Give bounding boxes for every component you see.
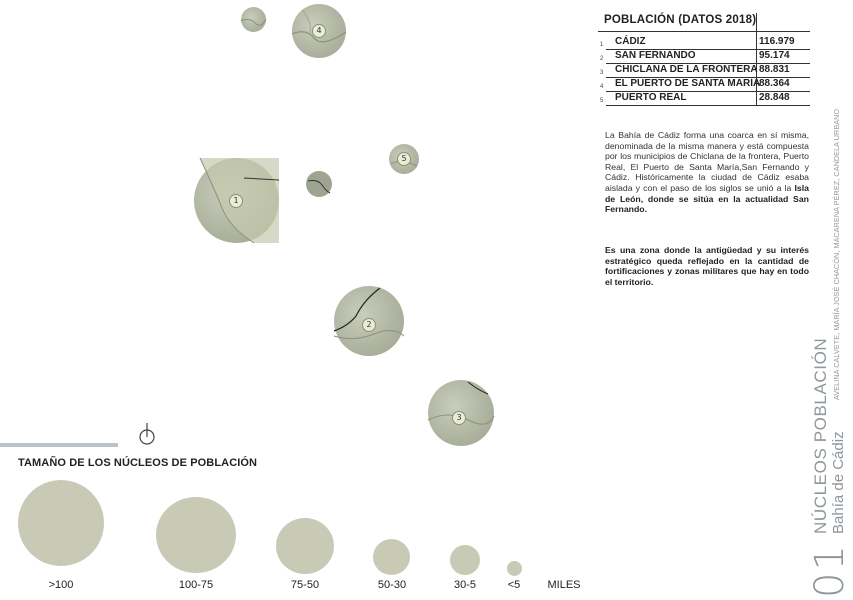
row-value: 116.979 (759, 36, 795, 47)
map-marker-1: 1 (229, 194, 243, 208)
legend-label: 100-75 (178, 579, 214, 591)
map-circle-puerto-real (389, 144, 419, 174)
table-column-divider (756, 13, 757, 106)
population-table (598, 11, 810, 111)
legend-circle-50-30 (373, 539, 410, 575)
legend-unit: MILES (547, 579, 581, 591)
row-index: 5 (600, 98, 604, 104)
population-table-title: POBLACIÓN (DATOS 2018) (604, 14, 757, 26)
description-paragraph-2: Es una zona donde la antigüedad y su interés estratégico queda reflejado en la cantidad de fortificaciones y zonas militares que hay en todo el territorio. (605, 245, 809, 287)
legend-label: 30-5 (453, 579, 477, 591)
map-circle-el-puerto (292, 4, 346, 58)
row-index: 4 (600, 84, 604, 90)
row-value: 88.831 (759, 64, 790, 75)
row-name: CHICLANA DE LA FRONTERA (615, 64, 758, 75)
legend-label: 75-50 (290, 579, 320, 591)
row-value: 95.174 (759, 50, 790, 61)
map-circle-small-top (241, 7, 266, 32)
map-circle-cadiz (194, 158, 279, 243)
map-marker-4: 4 (312, 24, 326, 38)
row-value: 28.848 (759, 92, 790, 103)
map-marker-3: 3 (452, 411, 466, 425)
legend-circle-75-50 (276, 518, 334, 574)
description-text: La Bahía de Cádiz forma una coarca en sí misma, denominada de la misma manera y está compuesta por los municipios de Chiclana de la frontera, Puerto Real, El Puerto de Santa María,San Fernando y Cádiz. Históricamente la ciudad de Cádiz esaba aislada y con el paso de los siglos se unió a la (605, 130, 809, 193)
legend-circle-under-5 (507, 561, 522, 576)
legend-circle-30-5 (450, 545, 480, 575)
row-name: CÁDIZ (615, 36, 646, 47)
map-marker-2: 2 (362, 318, 376, 332)
description-highlight: Isla de León, donde se sitúa en la actualidad San Fernando. (605, 182, 809, 215)
map-circle-san-fernando (334, 286, 404, 356)
row-index: 1 (600, 42, 604, 48)
map-circle-chiclana (428, 380, 494, 446)
row-index: 2 (600, 56, 604, 62)
description-paragraph-1 (605, 130, 809, 215)
row-value: 88.364 (759, 78, 790, 89)
row-name: PUERTO REAL (615, 92, 687, 103)
legend-label: 50-30 (377, 579, 407, 591)
map-marker-5: 5 (397, 152, 411, 166)
north-arrow-icon (137, 422, 157, 446)
table-divider (598, 31, 810, 32)
row-index: 3 (600, 70, 604, 76)
legend-circle-100-75 (156, 497, 236, 573)
map-circle-small-mid (306, 171, 332, 197)
sheet-subtitle: Bahía de Cádiz (830, 431, 847, 534)
divider-rule (0, 443, 118, 447)
legend-circle-over-100 (18, 480, 104, 566)
row-name: SAN FERNANDO (615, 50, 696, 61)
legend-label: <5 (507, 579, 521, 591)
row-divider (606, 105, 810, 106)
legend-title: TAMAÑO DE LOS NÚCLEOS DE POBLACIÓN (18, 457, 258, 469)
sheet-number: 01 (807, 543, 853, 598)
legend-label: >100 (48, 579, 74, 591)
row-name: EL PUERTO DE SANTA MARÍA (615, 78, 761, 89)
sheet-title: NÚCLEOS POBLACIÓN (811, 337, 830, 534)
sheet-authors: AVELINA CALVETE, MARÍA JOSÉ CHACÓN, MACARENA PÉREZ, CANDELA URBANO (832, 108, 841, 400)
